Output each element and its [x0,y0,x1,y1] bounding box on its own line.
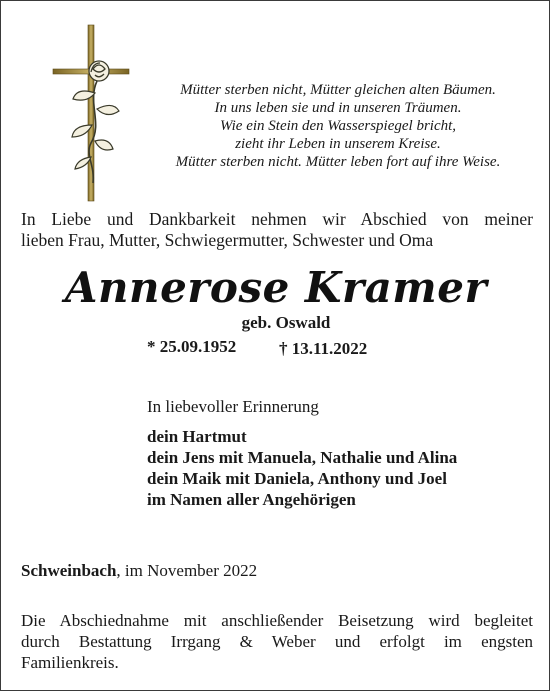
mourners-list [147,426,457,510]
deceased-name: Annerose Kramer [64,263,488,312]
poem-line: zieht ihr Leben in unserem Kreise. [235,136,441,152]
place-and-date [21,561,257,581]
funeral-line: Die Abschiednahme mit anschließender Beisetzung wird begleitet [21,611,533,630]
date-text: , im November 2022 [116,561,258,580]
poem-line: Mütter sterben nicht, Mütter gleichen alten Bäumen. [180,82,496,98]
cross-with-rose-icon [51,23,131,203]
poem-line: Wie ein Stein den Wasserspiegel bricht, [219,118,457,134]
poem [141,81,535,171]
birth-date: * 25.09.1952 [147,337,237,356]
funeral-line: durch Bestattung Irrgang & Weber und erfolgt im engsten [21,632,533,651]
town-name: Schweinbach [21,561,117,580]
funeral-line: Familienkreis. [21,653,119,672]
poem-line: Mütter sterben nicht. Mütter leben fort auf ihre Weise. [175,154,501,170]
death-date: † 13.11.2022 [279,339,368,358]
intro-line: lieben Frau, Mutter, Schwiegermutter, Schwester und Oma [21,230,434,250]
funeral-note [21,610,533,673]
intro-text [21,209,533,251]
mourner-line: dein Hartmut [147,427,247,446]
mourner-line: dein Maik mit Daniela, Anthony und Joel [147,469,447,488]
poem-line: In uns leben sie und in unseren Träumen. [214,100,462,116]
intro-line: In Liebe und Dankbarkeit nehmen wir Abschied von meiner [21,209,533,229]
mourner-line: dein Jens mit Manuela, Nathalie und Alina [147,448,458,467]
memory-line: In liebevoller Erinnerung [147,397,319,416]
maiden-name: geb. Oswald [241,313,331,332]
mourner-line: im Namen aller Angehörigen [147,490,356,509]
